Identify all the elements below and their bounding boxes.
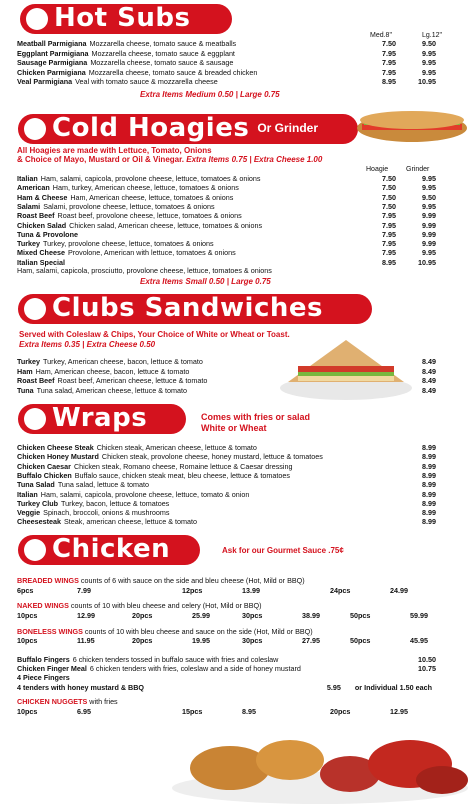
item-name: Roast Beef — [17, 376, 55, 385]
item-price: 8.99 — [422, 517, 436, 527]
item-price-2: 9.99 — [422, 220, 436, 230]
item-name: Tuna — [17, 385, 34, 395]
price-count-label: 6pcs — [17, 586, 34, 595]
menu-item-row — [17, 463, 436, 471]
hot-subs-col-med: Med.8" — [370, 32, 392, 39]
hot-subs-banner — [20, 4, 232, 34]
price-count-label: 15pcs — [182, 707, 203, 716]
menu-item-row — [17, 444, 436, 452]
item-name: Turkey Club — [17, 498, 59, 508]
cold-hoagies-banner — [18, 114, 358, 144]
hoagies-intro-2-text: & Choice of Mayo, Mustard or Oil & Vinegar. — [17, 155, 184, 164]
chicken-banner — [18, 535, 200, 565]
bullet-icon — [26, 8, 48, 30]
item-price: 8.99 — [422, 443, 436, 452]
nuggets-desc: with fries — [89, 697, 118, 706]
menu-item-row — [17, 231, 436, 239]
menu-item-row — [17, 453, 436, 461]
breaded-wings-desc: counts of 6 with sauce on the side and bleu cheese (Hot, Mild or BBQ) — [80, 576, 305, 585]
finger-meal-name: Chicken Finger Meal — [17, 664, 87, 673]
item-price-1: 7.50 — [382, 174, 396, 183]
item-desc: Ham, turkey, American cheese, lettuce, tomatoes & onions — [52, 184, 239, 193]
item-name: Salami — [17, 201, 41, 211]
cold-hoagies-subtitle: Or Grinder — [257, 121, 319, 136]
hoagies-intro-1: All Hoagies are made with Lettuce, Tomato, Onions — [17, 146, 212, 155]
menu-item-row — [17, 377, 436, 385]
item-desc: Turkey, bacon, lettuce & tomatoes — [61, 499, 170, 508]
boneless-wings-desc: counts of 10 with bleu cheese and sauce on the side (Hot, Mild or BBQ) — [84, 627, 313, 636]
item-price: 8.99 — [422, 470, 436, 480]
hot-subs-col-lg: Lg.12" — [422, 32, 443, 39]
item-name: Turkey — [17, 357, 41, 366]
item-name: Turkey — [17, 239, 41, 249]
menu-item-row — [17, 69, 436, 77]
wraps-note-1: Comes with fries or salad — [201, 412, 311, 422]
menu-item-row — [17, 481, 436, 489]
breaded-wings-line — [17, 577, 305, 585]
item-desc: Roast beef, provolone cheese, lettuce, tomatoes & onions — [57, 212, 242, 221]
nuggets-label: CHICKEN NUGGETS — [17, 697, 88, 706]
item-name: Eggplant Parmigiana — [17, 48, 89, 58]
menu-item-row — [17, 368, 436, 376]
hoagies-extra-cheese: Extra Items 0.75 | Extra Cheese 1.00 — [186, 155, 323, 164]
item-price-1: 7.50 — [382, 201, 396, 211]
item-desc: Ham, salami, capicola, provolone cheese, lettuce, tomato & onion — [40, 490, 250, 499]
price-count-label: 12pcs — [182, 586, 203, 595]
item-price-2: 9.95 — [422, 67, 436, 77]
menu-item-row — [17, 500, 436, 508]
price-value: 6.95 — [77, 707, 91, 716]
menu-item-row — [17, 222, 436, 230]
item-name: Chicken Honey Mustard — [17, 452, 99, 462]
menu-item-row — [17, 40, 436, 48]
price-count-label: 20pcs — [132, 611, 153, 620]
price-count-label: 10pcs — [17, 707, 38, 716]
bullet-icon — [24, 539, 46, 561]
item-price: 8.99 — [422, 489, 436, 499]
item-name: Veggie — [17, 508, 41, 518]
naked-wings-label: NAKED WINGS — [17, 601, 69, 610]
price-value: 38.99 — [302, 611, 320, 620]
menu-item-row — [17, 78, 436, 86]
menu-item-row — [17, 518, 436, 526]
bullet-icon — [24, 298, 46, 320]
item-desc — [81, 231, 356, 239]
menu-item-row — [17, 203, 436, 211]
menu-item-row — [17, 184, 436, 192]
menu-item-row — [17, 194, 436, 202]
item-price: 8.49 — [422, 366, 436, 376]
gourmet-sauce-note: Ask for our Gourmet Sauce .75¢ — [222, 546, 344, 555]
item-price-2: 10.95 — [418, 77, 436, 86]
wraps-title: Wraps — [52, 403, 148, 434]
menu-item-row — [17, 59, 436, 67]
item-price: 8.49 — [422, 357, 436, 366]
item-desc: Steak, american cheese, lettuce & tomato — [63, 518, 198, 527]
price-count-label: 50pcs — [350, 636, 371, 645]
item-desc: Mozzarella cheese, tomato sauce & sausage — [90, 59, 234, 67]
menu-item-row — [17, 491, 436, 499]
price-value: 24.99 — [390, 586, 408, 595]
item-desc: Veal with tomato sauce & mozzarella cheese — [75, 78, 218, 86]
item-price-1: 7.95 — [382, 58, 396, 67]
item-desc: Ham, salami, capicola, provolone cheese, lettuce, tomatoes & onions — [40, 175, 261, 183]
tenders-line — [17, 684, 432, 692]
item-desc: Ham, American cheese, bacon, lettuce & tomato — [35, 367, 190, 376]
item-desc: Chicken salad, American cheese, lettuce, tomatoes & onions — [69, 221, 263, 230]
item-name: Sausage Parmigiana — [17, 58, 88, 67]
hoagies-extra: Extra Items Small 0.50 | Large 0.75 — [140, 277, 271, 286]
item-price-2: 9.95 — [422, 183, 436, 193]
hot-subs-extra: Extra Items Medium 0.50 | Large 0.75 — [140, 90, 280, 99]
bullet-icon — [24, 408, 46, 430]
italian-special-desc: Ham, salami, capicola, prosciutto, provolone cheese, lettuce, tomatoes & onions — [17, 266, 272, 275]
item-price: 8.99 — [422, 498, 436, 508]
price-value: 12.99 — [77, 611, 95, 620]
hot-subs-title: Hot Subs — [54, 3, 191, 34]
finger-meal-price: 10.75 — [418, 664, 436, 673]
price-count-label: 20pcs — [132, 636, 153, 645]
clubs-title: Clubs Sandwiches — [52, 293, 323, 324]
item-desc: Roast beef, American cheese, lettuce & tomato — [57, 377, 208, 385]
item-name: Chicken Parmigiana — [17, 67, 86, 77]
item-name: Tuna Salad — [17, 480, 55, 490]
item-price-1: 7.95 — [382, 248, 396, 258]
menu-item-row — [17, 212, 436, 220]
item-name: Ham & Cheese — [17, 192, 68, 202]
price-count-label: 50pcs — [350, 611, 371, 620]
price-count-label: 24pcs — [330, 586, 351, 595]
item-desc: Turkey, provolone cheese, lettuce, tomatoes & onions — [43, 240, 214, 249]
menu-item-row — [17, 358, 436, 366]
item-name: Ham — [17, 366, 33, 376]
item-desc: Mozzarella cheese, tomato sauce & eggplant — [91, 49, 235, 58]
item-price-2: 9.95 — [422, 174, 436, 183]
item-price-2: 9.99 — [422, 229, 436, 239]
boneless-wings-label: BONELESS WINGS — [17, 627, 83, 636]
price-count-label: 30pcs — [242, 636, 263, 645]
fried-chicken-image — [170, 718, 470, 804]
nuggets-line — [17, 698, 118, 706]
item-price-2: 9.50 — [422, 192, 436, 202]
item-name: Mixed Cheese — [17, 248, 65, 258]
item-name: Chicken Cheese Steak — [17, 443, 94, 452]
item-desc: Chicken steak, Romano cheese, Romaine lettuce & Caesar dressing — [73, 462, 293, 471]
item-price-2: 9.95 — [422, 201, 436, 211]
menu-item-row — [17, 240, 436, 248]
item-price-2: 9.95 — [422, 48, 436, 58]
price-value: 13.99 — [242, 586, 260, 595]
item-price-1: 8.95 — [382, 77, 396, 86]
item-price-1: 7.95 — [382, 220, 396, 230]
menu-item-row — [17, 50, 436, 58]
item-name: Veal Parmigiana — [17, 77, 73, 86]
cold-hoagies-title: Cold Hoagies — [52, 113, 250, 144]
item-price: 8.99 — [422, 480, 436, 490]
item-price-2: 9.50 — [422, 39, 436, 48]
item-price-1: 8.95 — [382, 257, 396, 267]
item-desc: Chicken steak, provolone cheese, honey mustard, lettuce & tomatoes — [101, 453, 323, 462]
wraps-note-2: White or Wheat — [201, 423, 267, 433]
item-price-1: 7.95 — [382, 48, 396, 58]
menu-item-row — [17, 387, 436, 395]
item-price: 8.99 — [422, 461, 436, 471]
item-desc: Mozzarella cheese, tomato sauce & meatballs — [89, 40, 237, 48]
item-name: American — [17, 183, 50, 193]
price-value: 11.95 — [77, 636, 95, 645]
hoagie-image — [356, 104, 468, 146]
item-price-1: 7.50 — [382, 39, 396, 48]
naked-wings-desc: counts of 10 with bleu cheese and celery (Hot, Mild or BBQ) — [70, 601, 262, 610]
item-price: 8.99 — [422, 452, 436, 462]
item-desc: Buffalo sauce, chicken steak meat, bleu cheese, lettuce & tomatoes — [74, 471, 290, 480]
item-price-1: 7.95 — [382, 211, 396, 221]
item-price: 8.99 — [422, 508, 436, 518]
item-desc: Ham, American cheese, lettuce, tomatoes & onions — [70, 193, 234, 202]
price-count-label: 30pcs — [242, 611, 263, 620]
wraps-banner — [18, 404, 186, 434]
item-price-1: 7.95 — [382, 67, 396, 77]
item-desc: Chicken steak, American cheese, lettuce & tomato — [96, 444, 257, 452]
buffalo-fingers-name: Buffalo Fingers — [17, 655, 70, 664]
item-price-2: 9.95 — [422, 58, 436, 67]
bullet-icon — [24, 118, 46, 140]
buffalo-fingers-desc: 6 chicken tenders tossed in buffalo sauce with fries and coleslaw — [72, 656, 279, 664]
price-value: 19.95 — [192, 636, 210, 645]
chicken-title: Chicken — [52, 534, 171, 565]
item-price: 8.49 — [422, 385, 436, 395]
price-count-label: 10pcs — [17, 611, 38, 620]
item-name: Cheesesteak — [17, 517, 61, 527]
price-value: 27.95 — [302, 636, 320, 645]
boneless-wings-line — [17, 628, 313, 636]
item-name: Buffalo Chicken — [17, 470, 72, 480]
item-name: Chicken Salad — [17, 220, 67, 230]
item-desc: Turkey, American cheese, bacon, lettuce & tomato — [43, 358, 203, 366]
menu-item-row — [17, 472, 436, 480]
item-name: Italian — [17, 489, 38, 499]
clubs-intro-1: Served with Coleslaw & Chips, Your Choice of White or Wheat or Toast. — [19, 330, 290, 339]
item-name: Tuna & Provolone — [17, 229, 78, 239]
item-price-1: 7.95 — [382, 239, 396, 249]
price-value: 8.95 — [242, 707, 256, 716]
item-price-2: 9.99 — [422, 239, 436, 249]
hoagies-col-grinder: Grinder — [406, 166, 430, 173]
buffalo-fingers-price: 10.50 — [418, 655, 436, 664]
item-name: Italian Special — [17, 257, 65, 267]
item-price-2: 9.99 — [422, 211, 436, 221]
item-name: Italian — [17, 174, 38, 183]
item-price-1: 7.95 — [382, 229, 396, 239]
price-value: 12.95 — [390, 707, 408, 716]
tenders-price: 5.95 — [326, 683, 341, 692]
clubs-banner — [18, 294, 372, 324]
finger-meal-desc: 6 chicken tenders with fries, coleslaw and a side of honey mustard — [89, 665, 301, 673]
item-desc: Spinach, broccoli, onions & mushrooms — [43, 509, 170, 518]
naked-wings-line — [17, 602, 261, 610]
item-name: Roast Beef — [17, 211, 55, 221]
clubs-intro-2: Extra Items 0.35 | Extra Cheese 0.50 — [19, 340, 156, 349]
finger-meal-row — [17, 665, 436, 673]
price-value: 45.95 — [410, 636, 428, 645]
price-count-label: 10pcs — [17, 636, 38, 645]
menu-item-row — [17, 175, 436, 183]
menu-item-row — [17, 509, 436, 517]
item-price: 8.49 — [422, 376, 436, 385]
tenders-desc: 4 tenders with honey mustard & BBQ — [17, 683, 144, 692]
item-desc: Salami, provolone cheese, lettuce, tomatoes & onions — [43, 202, 215, 211]
item-name: Meatball Parmigiana — [17, 39, 87, 48]
menu-item-row — [17, 249, 436, 257]
item-desc: Tuna salad, American cheese, lettuce & tomato — [36, 386, 187, 395]
hoagies-intro-2 — [17, 155, 322, 164]
item-price-2: 9.95 — [422, 248, 436, 258]
price-count-label: 20pcs — [330, 707, 351, 716]
price-value: 59.99 — [410, 611, 428, 620]
four-piece-fingers: 4 Piece Fingers — [17, 673, 70, 682]
item-name: Chicken Caesar — [17, 461, 71, 471]
breaded-wings-label: BREADED WINGS — [17, 576, 79, 585]
hoagies-col-hoagie: Hoagie — [366, 166, 389, 173]
item-desc: Provolone, American with lettuce, tomatoes & onions — [67, 249, 236, 258]
price-value: 25.99 — [192, 611, 210, 620]
item-desc: Tuna salad, lettuce & tomato — [57, 481, 150, 490]
price-value: 7.99 — [77, 586, 91, 595]
item-price-1: 7.50 — [382, 183, 396, 193]
item-price-1: 7.50 — [382, 192, 396, 202]
item-desc: Mozzarella cheese, tomato sauce & breaded chicken — [88, 68, 258, 77]
item-price-2: 10.95 — [418, 257, 436, 267]
individual-price: or Individual 1.50 each — [354, 683, 432, 692]
